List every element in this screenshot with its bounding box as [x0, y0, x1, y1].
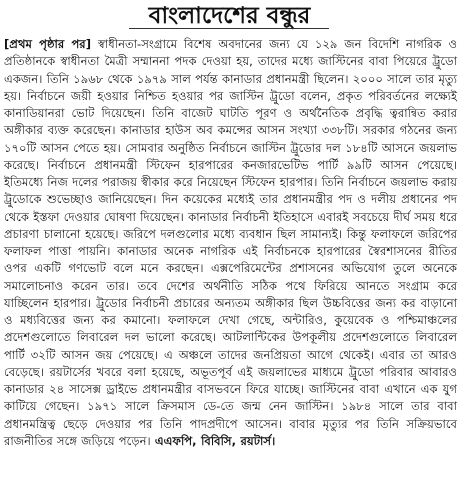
news-sources: এএফপি, বিবিসি, রয়টার্স। — [154, 433, 276, 448]
article-headline: বাংলাদেশের বন্ধুর — [148, 2, 311, 29]
continuation-marker: [প্রথম পৃষ্ঠার পর] — [4, 37, 91, 51]
article-text: স্বাধীনতা-সংগ্রামে বিশেষ অবদানের জন্য যে ১২৯ জন বিদেশি নাগরিক ও প্রতিষ্ঠানকে স্বাধীনতা মৈত্রী সম্মাননা পদক দেওয়া হয়, তাদের মধ্যে জাস্টিনের বাবা পিয়েরে ট্রুডো একজন। তিনি ১৯৬৮ থেকে ১৯৭৯ সাল পর্যন্ত কানাডার প্রধানমন্ত্রী ছিলেন। ২০০০ সালে তার মৃত্যু হয়। নির্বাচনে জয়ী হওয়ার নিশ্চিত হওয়ার পর জাস্টিন ট্রুডো বলেন, প্রকৃত পরিবর্তনের লক্ষ্যেই কানাডিয়ানরা ভোট দিয়েছেন। তিনি বাজেট ঘাটতি পূরণ ও অর্থনৈতিক প্রবৃদ্ধি ত্বরান্বিত করার অঙ্গীকার ব্যক্ত করেছেন। কানাডার হাউস অব কমন্সের আসন সংখ্যা ৩৩৮টি। সরকার গঠনের জন্য ১৭০টি আসন পেতে হয়। সোমবার অনুষ্ঠিত নির্বাচনে জাস্টিন ট্রুডোর দল ১৮৪টি আসনে জয়লাভ করেছে। নির্বাচনে প্রধানমন্ত্রী স্টিফেন হারপারের কনজারভেটিভ পার্টি ৯৯টি আসন পেয়েছে। ইতিমধ্যে নিজ দলের পরাজয় স্বীকার করে নিয়েছেন স্টিফেন হারপার। তিনি নির্বাচনে জয়লাভ করায় ট্রুডোকে শুভেচ্ছাও জানিয়েছেন। দিন কয়েকের মধ্যেই তার প্রধানমন্ত্রীর পদ ও দলীয় প্রধানের পদ থেকে ইস্তফা দেওয়ার ঘোষণা দিয়েছেন। কানাডার নির্বাচনী ইতিহাসে এবারই সবচেয়ে দীর্ঘ সময় ধরে প্রচারণা চালানো হয়েছে। জরিপে দলগুলোর মধ্যে ব্যবধান ছিল সামান্যই। কিন্তু ফলাফলে জরিপের ফলাফল পাত্তা পায়নি। কানাডার অনেক নাগরিক এই নির্বাচনকে হারপারের স্বৈরশাসনের রীতির ওপর একটি গণভোট বলে মনে করছেন। এক্সপেরিমেন্টের প্রশাসনের অভিযোগ তুলে অনেকে সমালোচনাও করেন তার। তবে দেশের অর্থনীতি সঠিক পথে ফিরিয়ে আনতে সংগ্রাম করে যাচ্ছিলেন হারপার। ট্রুডোর নির্বাচনী প্রচারের অন্যতম অঙ্গীকার ছিল উচ্চবিত্তের জন্য কর বাড়ানো ও মধ্যবিত্তের জন্য কর কমানো। ফলাফলে দেখা গেছে, অন্টারিও, কুয়েবেক ও পশ্চিমাঞ্চলের প্রদেশগুলোতে লিবারেল দল ভালো করেছে। আটলান্টিকের উপকূলীয় প্রদেশগুলোতে লিবারেল পার্টি ৩২টি আসন জয় পেয়েছে। এ অঞ্চলে তাদের জনপ্রিয়তা আগে থেকেই। এবার তা আরও বেড়েছে। রয়টার্সের খবরে বলা হয়েছে, অভূতপূর্ব এই জয়লাভের মাধ্যমে ট্রুডো পরিবার আবারও কানাডার ২৪ সাসেক্স ড্রাইভে প্রধানমন্ত্রীর বাসভবনে ফিরে যাচ্ছে। জাস্টিনের বাবা এখানে এক যুগ কাটিয়ে গেছেন। ১৯৭১ সালে ক্রিসমাস ডে-তে জন্ম নেন জাস্টিন। ১৯৮৪ সালে তার বাবা প্রধানমন্ত্রিত্ব ছেড়ে দেওয়ার পর তিনি পাদপ্রদীপে আসেন। বাবার মৃত্যুর পর তিনি সক্রিয়ভাবে রাজনীতির সঙ্গে জড়িয়ে পড়েন। — [4, 37, 457, 448]
article-body — [4, 36, 457, 450]
headline-underline — [129, 28, 329, 29]
